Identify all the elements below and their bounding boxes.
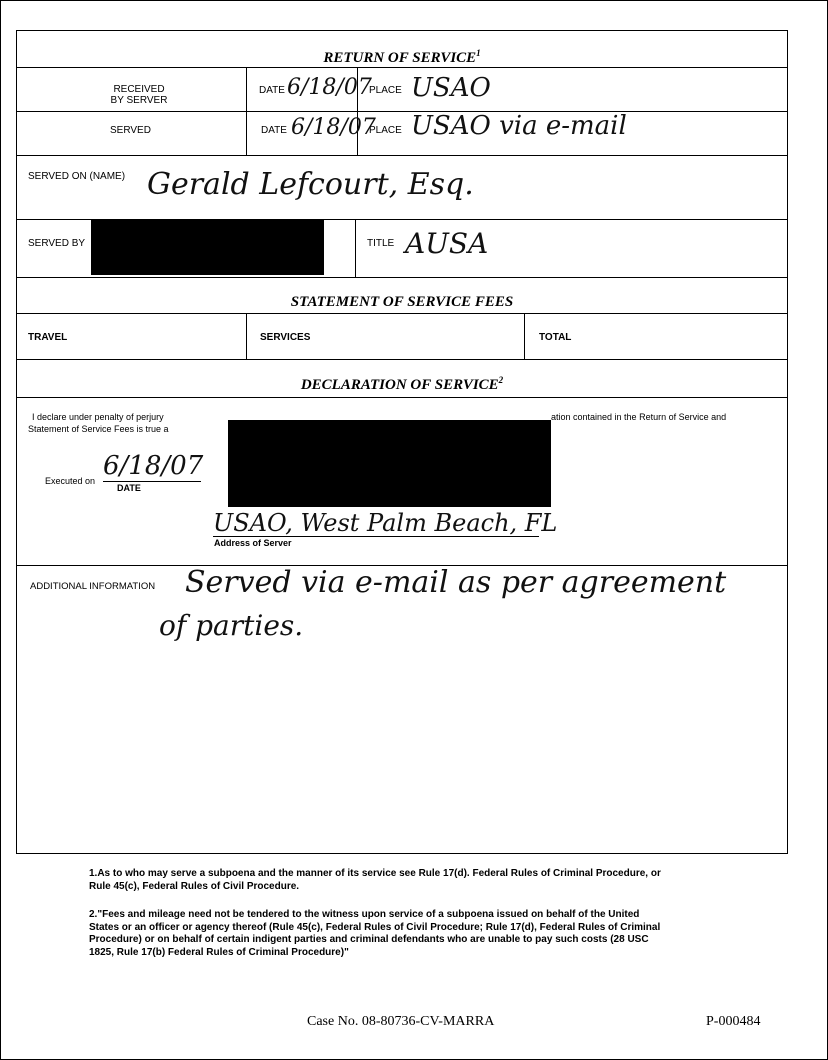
service-fees-heading: STATEMENT OF SERVICE FEES (290, 294, 514, 310)
address-value: USAO, West Palm Beach, FL (213, 509, 558, 537)
title-label: TITLE (367, 238, 395, 249)
date-caption: DATE (117, 483, 141, 493)
declaration-heading (17, 375, 787, 394)
served-place-label: PLACE (369, 125, 402, 136)
served-by-label: SERVED BY (28, 238, 86, 249)
declaration-text-start: I declare under penalty of perjury (32, 412, 164, 422)
served-on-value: Gerald Lefcourt, Esq. (147, 167, 474, 202)
page-id: P-000484 (706, 1014, 761, 1029)
case-number: Case No. 08-80736-CV-MARRA (307, 1014, 495, 1029)
divider (246, 313, 247, 359)
divider (355, 219, 356, 277)
divider (17, 313, 787, 314)
services-label: SERVICES (260, 332, 311, 343)
served-label: SERVED (110, 125, 151, 136)
declaration-text-end: ation contained in the Return of Service and (551, 412, 727, 422)
received-label-line1: RECEIVED (113, 84, 165, 95)
divider (17, 67, 787, 68)
declaration-text-line2: Statement of Service Fees is true a (28, 424, 169, 434)
redaction-box (91, 219, 324, 275)
received-label-line2: BY SERVER (110, 95, 168, 106)
served-on-label: SERVED ON (NAME) (28, 171, 126, 182)
footnote-2 (89, 909, 660, 959)
footnote-1 (89, 868, 661, 893)
received-date-label: DATE (259, 85, 285, 96)
additional-information-label: ADDITIONAL INFORMATION (30, 581, 156, 592)
travel-label: TRAVEL (28, 332, 68, 343)
footnote-1-line1: 1.As to who may serve a subpoena and the manner of its service see Rule 17(d). Federal Rules of Criminal Procedure, or (89, 868, 661, 879)
received-place-value: USAO (411, 73, 491, 103)
title-value: AUSA (405, 227, 489, 260)
footnote-1-line2: Rule 45(c), Federal Rules of Civil Procedure. (89, 880, 300, 892)
footnote-2-line3: Procedure) or on behalf of certain indigent parties and criminal defendants who are unable to pay such costs (28 USC (89, 934, 649, 945)
address-caption: Address of Server (214, 538, 292, 548)
divider (17, 397, 787, 398)
divider (17, 155, 787, 156)
served-date-value: 6/18/07 (291, 115, 376, 140)
divider (524, 313, 525, 359)
declaration-title: DECLARATION OF SERVICE (300, 377, 499, 393)
date-underline (103, 481, 201, 482)
received-date-value: 6/18/07 (287, 75, 372, 100)
divider (17, 111, 787, 112)
redaction-box (228, 420, 551, 507)
footnote-2-line2: States or an officer or agency thereof (Rule 45(c), Federal Rules of Civil Procedure; Rule 17(d), Federal Rules of Criminal (89, 921, 661, 933)
footnote-ref-2: 2 (498, 375, 504, 385)
additional-information-line2: of parties. (159, 609, 304, 642)
divider (17, 277, 787, 278)
return-of-service-heading (17, 48, 787, 67)
address-underline (213, 536, 539, 537)
total-label: TOTAL (539, 332, 572, 343)
return-of-service-title: RETURN OF SERVICE (323, 50, 477, 66)
footnote-2-line4: 1825, Rule 17(b) Federal Rules of Criminal Procedure)" (89, 946, 349, 958)
divider (17, 359, 787, 360)
return-of-service-form (16, 30, 788, 854)
additional-information-line1: Served via e-mail as per agreement (185, 565, 727, 600)
served-place-value: USAO via e-mail (411, 111, 627, 141)
footnote-ref-1: 1 (476, 48, 481, 58)
received-by-server-label (89, 84, 189, 106)
served-date-label: DATE (261, 125, 287, 136)
footnote-2-line1: 2."Fees and mileage need not be tendered to the witness upon service of a subpoena issued on behalf of the United (89, 909, 640, 920)
received-place-label: PLACE (369, 85, 402, 96)
executed-date-value: 6/18/07 (103, 451, 204, 481)
executed-on-label: Executed on (45, 476, 96, 486)
